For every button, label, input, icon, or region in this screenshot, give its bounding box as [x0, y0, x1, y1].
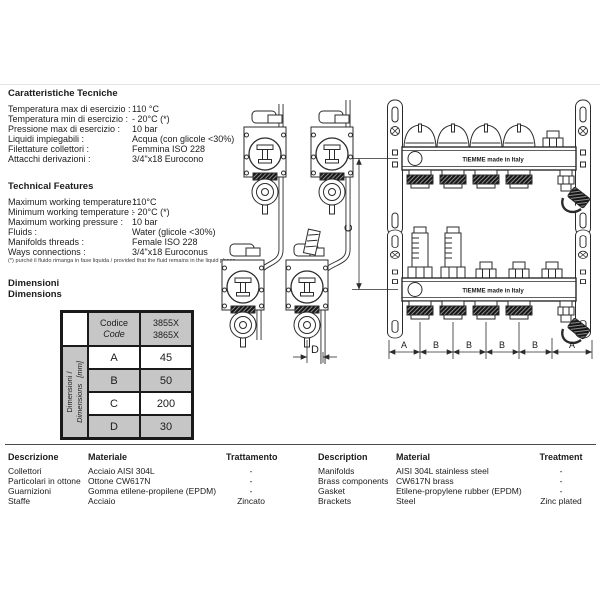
dim-letter-b: B [88, 369, 140, 392]
end-fitting-hex-icon [542, 262, 562, 278]
eurocone-outlet-icon [506, 301, 532, 319]
dimensions-title-it: Dimensioni [8, 278, 60, 289]
eurocone-outlet-icon [473, 170, 499, 188]
table-row [8, 476, 276, 486]
eurocone-outlet-icon [440, 170, 466, 188]
col-header: Materiale [88, 452, 128, 462]
valve-dome-cap-icon [404, 124, 436, 147]
cell: - [249, 476, 253, 486]
table-row [318, 466, 586, 476]
code-header-it: Codice [99, 318, 128, 328]
dim-value-b: 50 [140, 369, 192, 392]
spec-value: 3/4"x18 Eurocono [132, 154, 204, 164]
cell: CW617N brass [396, 476, 454, 486]
cell: AISI 304L stainless steel [396, 466, 489, 476]
empty-corner-cell [62, 312, 88, 346]
col-header: Treatment [539, 452, 583, 462]
cell: Zinc plated [540, 496, 582, 506]
table-row [318, 476, 586, 486]
dimensions-side-label-cell [62, 346, 88, 438]
side-label-en: Dimensions [75, 383, 85, 423]
dim-c-label: C [343, 224, 355, 232]
cell: - [249, 486, 253, 496]
spec-label: Maximum working pressure : [8, 217, 124, 227]
spec-value: 110 °C [132, 104, 159, 114]
flow-meter-icon [408, 227, 432, 278]
liquid-phase-footnote: (*) purché il fluido rimanga in fase liquida / provided that the fluid remains in the liquid phase [8, 258, 236, 264]
valve-dome-cap-icon [470, 124, 502, 147]
spec-value: Water (glicole <30%) [132, 227, 216, 237]
dim-d-label: D [311, 344, 319, 356]
code-value-2: 3865X [152, 330, 180, 340]
wall-bracket-top-right [576, 100, 591, 235]
dim-b4-label: B [531, 340, 539, 350]
spec-label: Attacchi derivazioni : [8, 154, 91, 164]
section-title-en: Technical Features [8, 181, 94, 192]
cell: Ottone CW617N [88, 476, 151, 486]
cell: Brass components [318, 476, 389, 486]
dim-b1-label: B [432, 340, 440, 350]
materials-header-row-en [318, 452, 586, 462]
spec-value: - 20°C (*) [132, 114, 170, 124]
cell: Gomma etilene-propilene (EPDM) [88, 486, 217, 496]
dim-value-c: 200 [140, 392, 192, 415]
spec-label: Minimum working temperature : [8, 207, 135, 217]
section-title-it: Caratteristiche Tecniche [8, 88, 118, 99]
side-label-unit: [mm] [75, 361, 85, 378]
cell: - [559, 476, 563, 486]
flow-meter-icon [441, 227, 465, 278]
table-row [318, 496, 586, 506]
wall-bracket-bottom-left [388, 230, 403, 338]
code-value-1: 3855X [152, 318, 180, 328]
spec-value: 3/4"x18 Euroconus [132, 247, 208, 257]
dim-letter-a: A [88, 346, 140, 369]
spec-label: Liquidi impiegabili : [8, 134, 85, 144]
spec-label: Manifolds threads : [8, 237, 85, 247]
side-label-it: Dimensioni / [65, 371, 75, 413]
spec-label: Fluids : [8, 227, 38, 237]
cell: Acciaio AISI 304L [88, 466, 155, 476]
spec-value: 10 bar [132, 124, 158, 134]
cell: Gasket [318, 486, 345, 496]
spec-label: Temperatura max di esercizio : [8, 104, 131, 114]
materials-table-en [318, 452, 586, 506]
dimensions-title-en: Dimensions [8, 289, 62, 300]
lockshield-hex-cap-icon [509, 262, 529, 278]
col-header: Descrizione [8, 452, 59, 462]
cell: Guarnizioni [8, 486, 51, 496]
code-header-cell [88, 312, 140, 346]
cell: Acciaio [88, 496, 116, 506]
spec-label: Maximum working temperature : [8, 197, 137, 207]
spec-value: 10 bar [132, 217, 158, 227]
cell: - [559, 466, 563, 476]
cell: Etilene-propylene rubber (EPDM) [396, 486, 522, 496]
spec-label: Pressione max di esercizio : [8, 124, 121, 134]
spec-value: Femmina ISO 228 [132, 144, 206, 154]
dimension-chain-labels [401, 340, 575, 350]
dim-letter-c: C [88, 392, 140, 415]
materials-header-row-it [8, 452, 276, 462]
dimension-chain-bottom [389, 322, 592, 359]
spec-label: Temperatura min di esercizio : [8, 114, 129, 124]
dim-a2-label: A [568, 340, 576, 350]
lockshield-hex-cap-icon [476, 262, 496, 278]
eurocone-outlet-icon [506, 170, 532, 188]
spec-value: Female ISO 228 [132, 237, 198, 247]
spec-label: Filettature collettori : [8, 144, 90, 154]
cell: Steel [396, 496, 416, 506]
table-row [8, 466, 276, 476]
materials-table-it [8, 452, 276, 506]
table-row [8, 496, 276, 506]
technical-drawing [185, 85, 600, 380]
eurocone-outlet-icon [407, 301, 433, 319]
code-header-en: Code [103, 329, 125, 339]
cell: Zincato [237, 496, 265, 506]
wall-bracket-top-left [388, 100, 403, 235]
eurocone-outlet-icon [440, 301, 466, 319]
valve-dome-cap-icon [503, 124, 535, 147]
cell: - [559, 486, 563, 496]
col-header: Material [396, 452, 431, 462]
cell: - [249, 466, 253, 476]
spec-label: Ways connections : [8, 247, 86, 257]
eurocone-outlet-icon [473, 301, 499, 319]
air-vent-fitting-icon [543, 131, 563, 147]
table-row [318, 486, 586, 496]
dim-value-a: 45 [140, 346, 192, 369]
dimensions-section-title [8, 278, 62, 300]
brand-text-bottom: TIEMME made in Italy [462, 288, 524, 295]
eurocone-outlet-icon [407, 170, 433, 188]
col-header: Description [318, 452, 368, 462]
cell: Particolari in ottone [8, 476, 81, 486]
dim-letter-d: D [88, 415, 140, 438]
cell: Collettori [8, 466, 42, 476]
spec-value: 110°C [132, 197, 157, 207]
materials-table-divider [5, 444, 596, 445]
cell: Brackets [318, 496, 352, 506]
dim-a1-label: A [400, 340, 408, 350]
cell: Staffe [8, 496, 31, 506]
table-row [8, 486, 276, 496]
cell: Manifolds [318, 466, 355, 476]
valve-dome-cap-icon [437, 124, 469, 147]
dim-b2-label: B [465, 340, 473, 350]
spec-value: Acqua (con glicole <30%) [132, 134, 235, 144]
dim-value-d: 30 [140, 415, 192, 438]
brand-text-top: TIEMME made in Italy [462, 157, 524, 164]
dimensions-table [60, 310, 194, 440]
spec-value: - 20°C (*) [132, 207, 170, 217]
dim-b3-label: B [498, 340, 506, 350]
col-header: Trattamento [226, 452, 278, 462]
